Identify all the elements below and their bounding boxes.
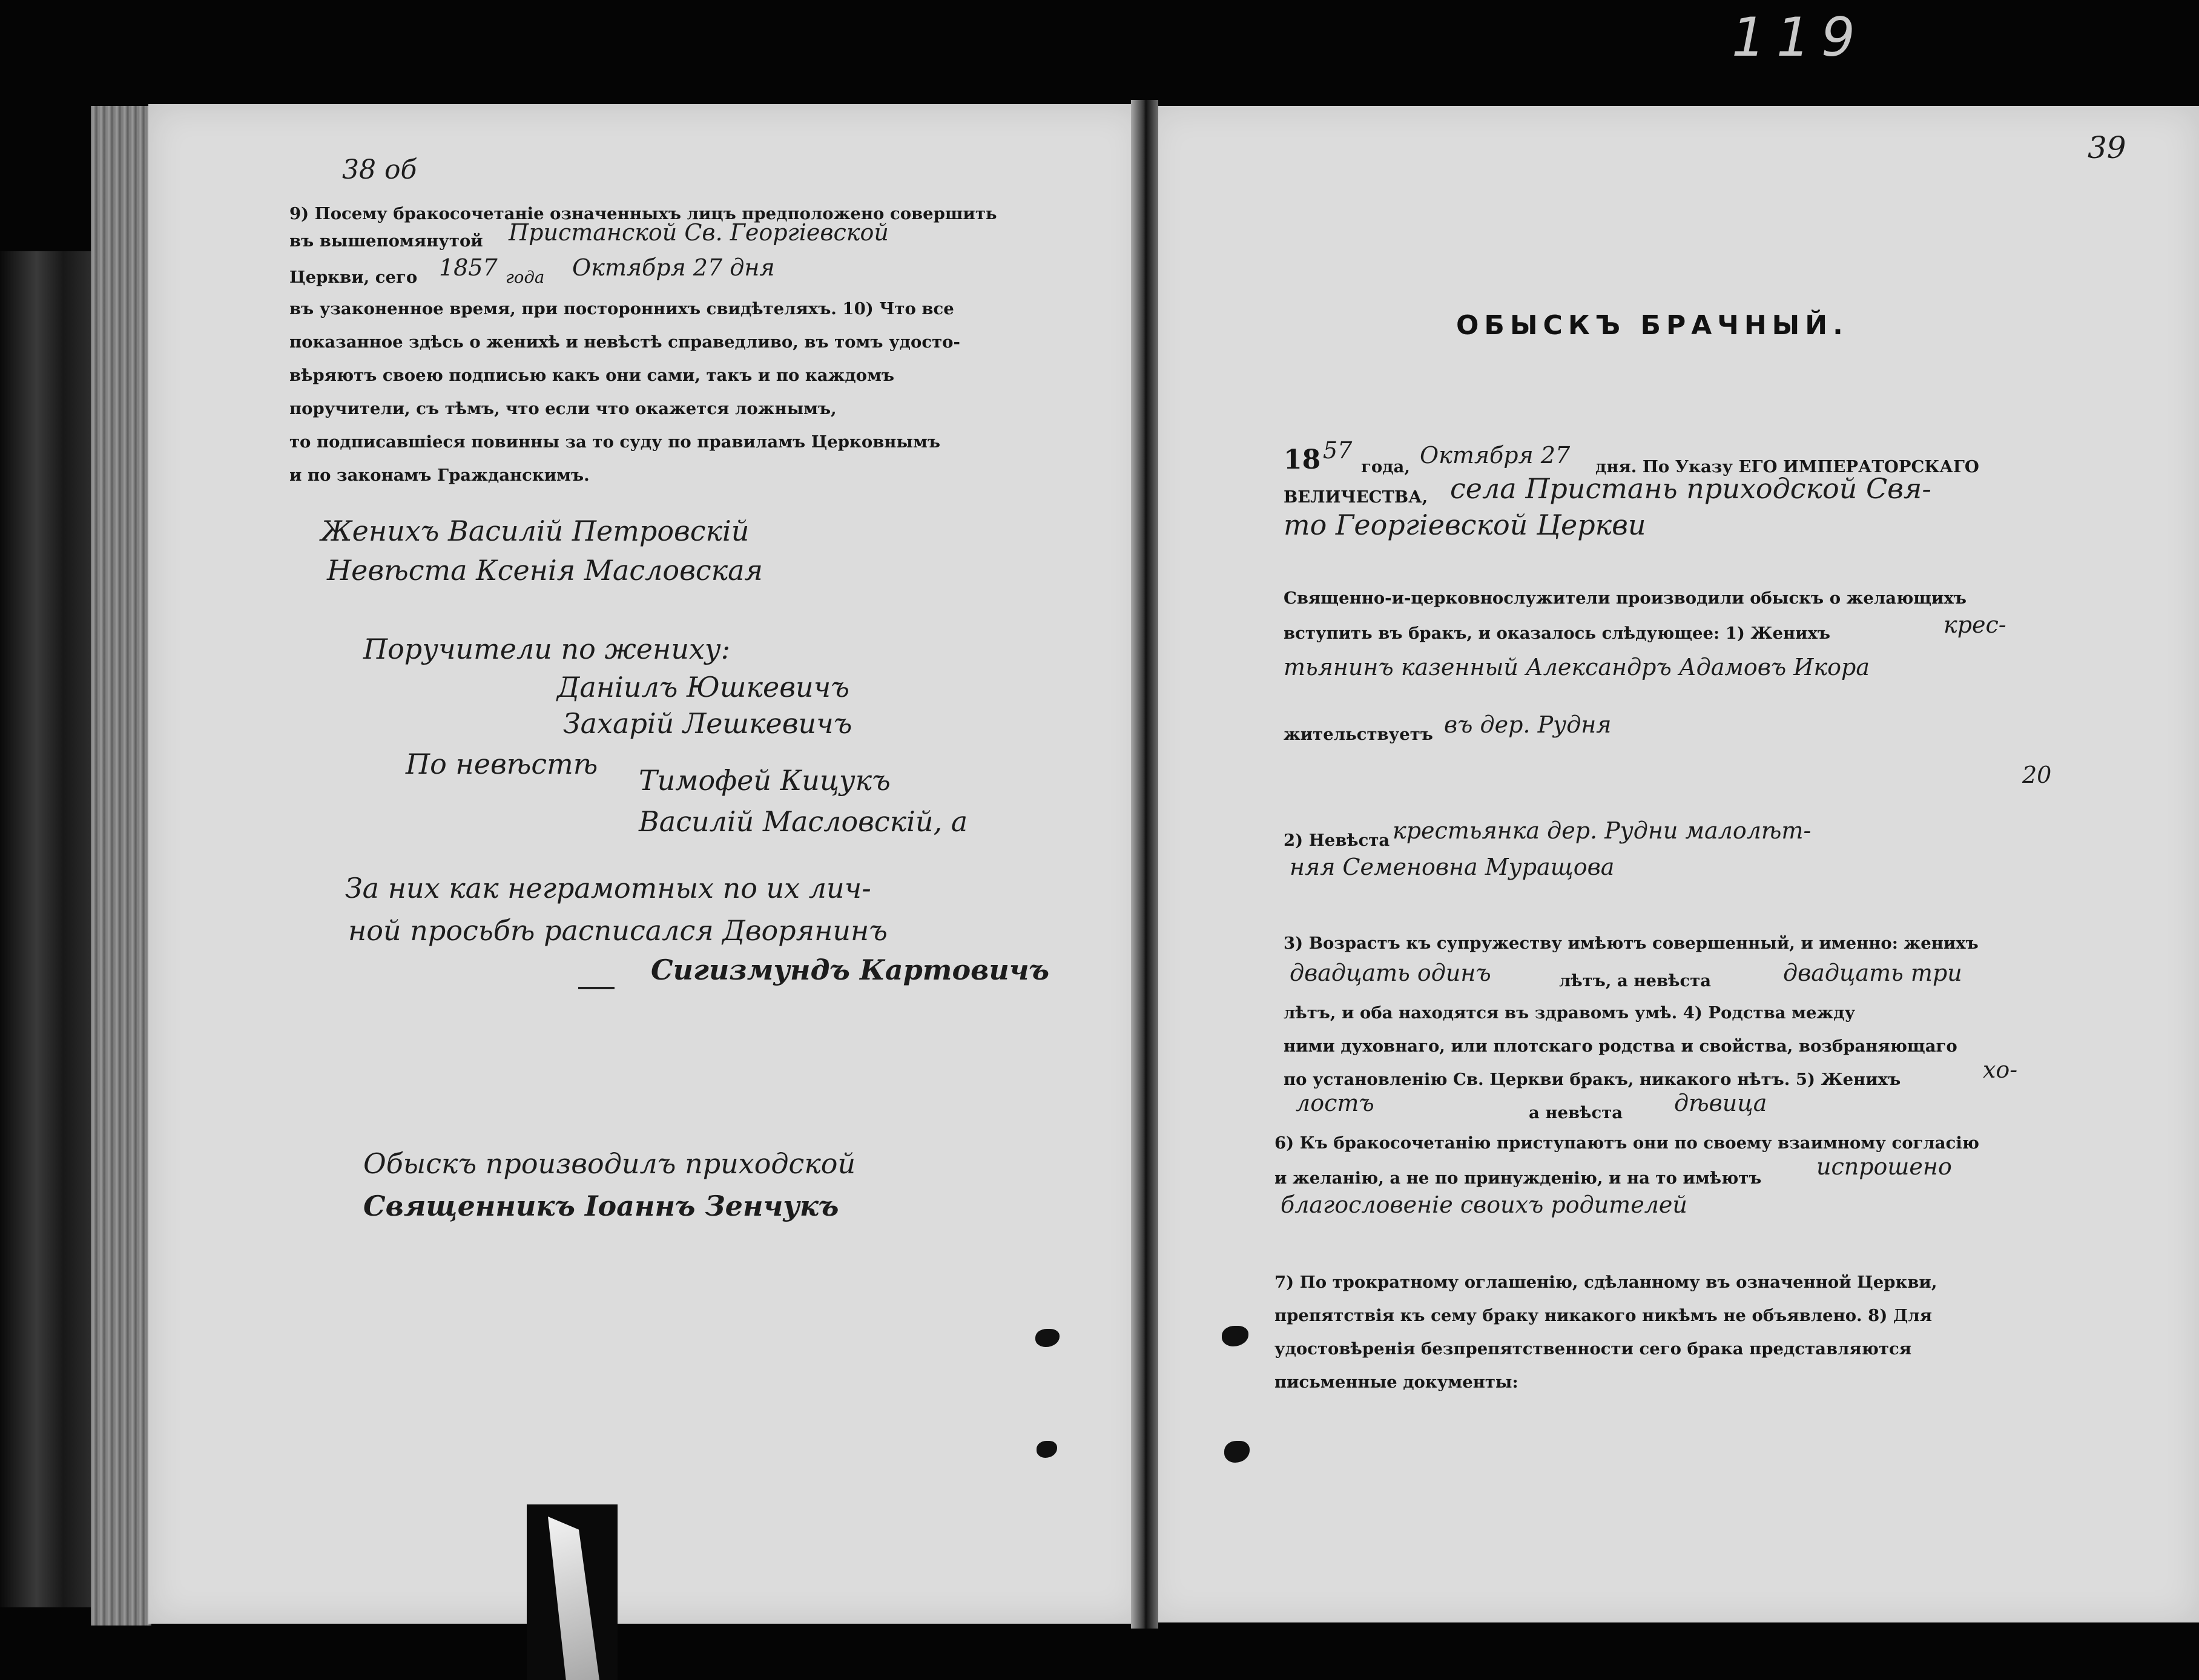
- left-print-line-1: 9) Посему бракосочетаніе означенныхъ лицъ предположено совершить: [289, 204, 997, 223]
- right-age-line-5: по установленію Св. Церкви бракъ, никакого нѣтъ. 5) Женихъ: [1284, 1070, 1901, 1089]
- gutter: [1131, 100, 1158, 1629]
- right-clergy-line-1: Священно-и-церковнослужители производили обыскъ о желающихъ: [1284, 588, 1967, 608]
- signature-illiterate-note-2: ной просьбѣ расписался Дворянинъ: [348, 914, 888, 947]
- right-residence: жительствуетъ: [1284, 725, 1433, 744]
- right-hw-blessing-1: испрошено: [1816, 1153, 1952, 1180]
- priest-note-2: Священникъ Іоаннъ Зенчукъ: [363, 1190, 839, 1222]
- signature-illiterate-note-1: За них как неграмотных по их лич-: [345, 872, 871, 904]
- right-decree: дня. По Указу ЕГО ИМПЕРАТОРСКАГО: [1595, 457, 1979, 476]
- left-print-line-9: то подписавшіеся повинны за то суду по правиламъ Церковнымъ: [289, 432, 940, 452]
- right-hw-church-2: то Георгіевской Церкви: [1284, 509, 1646, 541]
- signature-guarantor-3: Тимофей Кицукъ: [639, 764, 891, 797]
- right-bride: 2) Невѣста: [1284, 831, 1390, 850]
- left-page-number: 38 об: [342, 154, 417, 185]
- right-hw-blessing-2: благословеніе своихъ родителей: [1281, 1191, 1687, 1218]
- right-age-line-6: а невѣста: [1529, 1103, 1623, 1122]
- right-hw-groom-age: двадцать одинъ: [1290, 960, 1491, 986]
- right-hw-groom-1: крес-: [1943, 611, 2006, 638]
- left-print-line-10: и по законамъ Гражданскимъ.: [289, 466, 590, 485]
- left-print-line-6: показанное здѣсь о женихѣ и невѣстѣ справедливо, въ томъ удосто-: [289, 332, 960, 352]
- right-hw-year: 57: [1323, 437, 1353, 464]
- right-page-number: 39: [2088, 130, 2126, 165]
- left-hw-date: Октября 27 дня: [572, 254, 775, 281]
- right-margin-number: 20: [2022, 762, 2052, 788]
- right-hw-groom-2: тьянинъ казенный Александръ Адамовъ Икора: [1284, 654, 1870, 680]
- right-banns-line-4: письменные документы:: [1274, 1372, 1518, 1392]
- left-print-line-3: Церкви, сего: [289, 268, 418, 287]
- right-year-suffix: года,: [1361, 457, 1410, 476]
- signature-guarantors-bride: По невѣстѣ: [406, 748, 598, 780]
- right-hw-date: Октября 27: [1420, 442, 1571, 469]
- right-year-prefix: 18: [1284, 444, 1321, 475]
- right-consent-line-1: 6) Къ бракосочетанію приступаютъ они по своему взаимному согласію: [1274, 1133, 1979, 1153]
- right-hw-bride-2: няя Семеновна Муращова: [1290, 854, 1615, 880]
- right-consent-line-2: и желанію, а не по принужденію, и на то имѣютъ: [1274, 1168, 1762, 1188]
- right-banns-line-1: 7) По трократному оглашенію, сдѣланному въ означенной Церкви,: [1274, 1273, 1937, 1292]
- right-age-line-1: 3) Возрастъ къ супружеству имѣютъ совершенный, и именно: женихъ: [1284, 934, 1979, 953]
- right-age-line-2: лѣтъ, а невѣста: [1559, 971, 1712, 990]
- right-hw-church-1: села Пристань приходской Свя-: [1450, 472, 1931, 505]
- left-print-line-7: вѣряютъ своею подписью какъ они сами, такъ и по каждомъ: [289, 366, 895, 385]
- document-title: ОБЫСКЪ БРАЧНЫЙ.: [1456, 310, 1848, 341]
- signature-groom: Женихъ Василій Петровскій: [321, 515, 750, 547]
- right-hw-bride-age: двадцать три: [1783, 960, 1962, 986]
- left-print-line-8: поручители, съ тѣмъ, что если что окажется ложнымъ,: [289, 399, 837, 418]
- left-hw-year: 1857: [439, 254, 498, 281]
- signature-guarantor-4: Василій Масловскій, а: [639, 805, 968, 838]
- corner-number: 119: [1732, 6, 1866, 68]
- book-edge: [0, 251, 91, 1607]
- right-age-line-4: ними духовнаго, или плотскаго родства и свойства, возбраняющаго: [1284, 1036, 1957, 1056]
- signature-guarantor-1: Даніилъ Юшкевичъ: [557, 671, 849, 703]
- right-banns-line-2: препятствія къ сему браку никакого никѣмъ не объявлено. 8) Для: [1274, 1306, 1933, 1325]
- left-hw-church: Пристанской Св. Георгіевской: [509, 219, 889, 246]
- right-majesty: ВЕЛИЧЕСТВА,: [1284, 487, 1428, 507]
- right-clergy-line-2: вступить въ бракъ, и оказалось слѣдующее: 1) Женихъ: [1284, 624, 1831, 643]
- signature-nobleman: Сигизмундъ Картовичъ: [651, 954, 1050, 986]
- right-banns-line-3: удостовѣренія безпрепятственности сего брака представляются: [1274, 1339, 1912, 1359]
- signature-guarantor-2: Захарій Лешкевичъ: [563, 707, 852, 740]
- right-hw-groom-status: хо-: [1983, 1056, 2018, 1083]
- right-hw-residence: въ дер. Рудня: [1444, 711, 1612, 738]
- signature-bride: Невѣста Ксенія Масловская: [327, 554, 763, 587]
- binding-strip: [91, 106, 151, 1626]
- right-hw-bride-status: дѣвица: [1674, 1090, 1767, 1116]
- left-print-year-word: года: [506, 268, 545, 287]
- priest-note-1: Обыскъ производилъ приходской: [363, 1147, 856, 1180]
- right-hw-bride-1: крестьянка дер. Рудни малолѣт-: [1393, 817, 1812, 844]
- right-hw-groom-status-2: лостъ: [1296, 1090, 1374, 1116]
- left-print-line-2: въ вышепомянутой: [289, 231, 483, 251]
- signature-underline: [578, 987, 615, 989]
- right-age-line-3: лѣтъ, и оба находятся въ здравомъ умѣ. 4) Родства между: [1284, 1003, 1856, 1023]
- left-print-line-5: въ узаконенное время, при постороннихъ свидѣтеляхъ. 10) Что все: [289, 299, 954, 318]
- signature-guarantors-groom: Поручители по жениху:: [363, 633, 731, 665]
